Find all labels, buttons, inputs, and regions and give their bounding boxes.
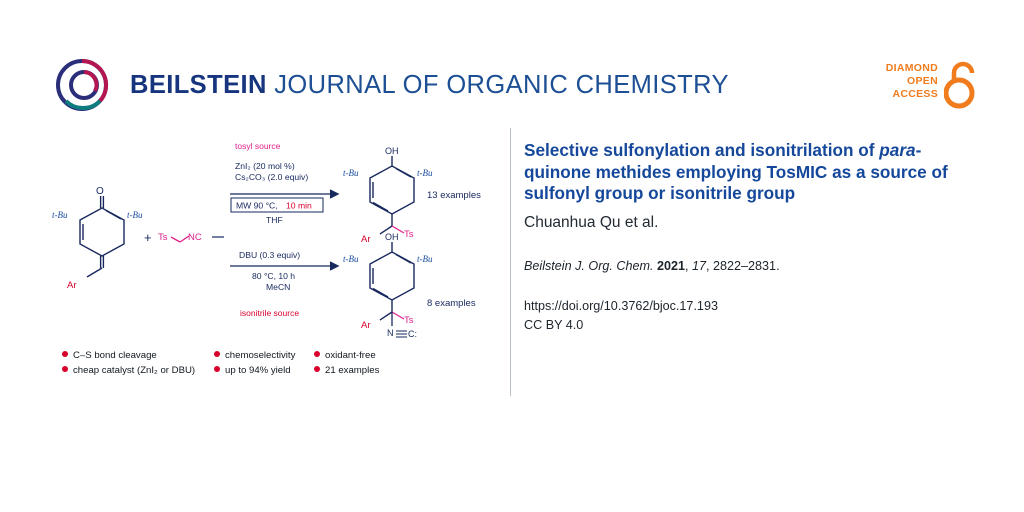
substrate-oxygen-label: O	[96, 186, 104, 197]
highlight-item	[314, 365, 379, 376]
article-title-part2: -quinone methides employing TosMIC as a source of sulfonyl group or isonitrile group	[524, 140, 948, 203]
product-top-oh-label: OH	[385, 146, 399, 156]
journal-title	[130, 71, 729, 100]
article-title-italic: para	[879, 140, 916, 160]
bullet-dot-icon	[314, 351, 320, 357]
highlight-label: 21 examples	[325, 365, 380, 376]
tosyl-source-label: tosyl source	[235, 141, 281, 151]
column-divider	[510, 128, 511, 396]
substrate-tbu-right-label: t-Bu	[127, 210, 143, 220]
citation-pages: , 2822–2831.	[706, 258, 780, 273]
bullet-dot-icon	[214, 366, 220, 372]
highlight-label: up to 94% yield	[225, 365, 291, 376]
condition-top-line2: Cs₂CO₃ (2.0 equiv)	[235, 172, 309, 182]
condition-bottom-line3: MeCN	[266, 282, 291, 292]
highlights-list	[62, 350, 482, 380]
highlight-label: C–S bond cleavage	[73, 350, 157, 361]
open-access-text	[866, 62, 938, 101]
oa-line-open: OPEN	[907, 75, 938, 87]
highlight-label: chemoselectivity	[225, 350, 296, 361]
product-top-ts-label: Ts	[404, 229, 414, 240]
product-top-tbu-right: t-Bu	[417, 168, 433, 178]
journal-title-rest: JOURNAL OF ORGANIC CHEMISTRY	[266, 71, 729, 99]
product-top-tbu-left: t-Bu	[343, 168, 359, 178]
bullet-dot-icon	[214, 351, 220, 357]
reagent-ts-label: Ts	[158, 232, 168, 243]
article-citation: Beilstein J. Org. Chem. 2021, 17, 2822–2831.	[524, 258, 780, 273]
citation-year: 2021	[656, 258, 686, 273]
substrate-tbu-left-label: t-Bu	[52, 210, 68, 220]
journal-header	[0, 0, 1024, 128]
examples-bottom-label: 8 examples	[427, 298, 476, 309]
product-top-ar-label: Ar	[361, 234, 371, 245]
product-bottom-tbu-left: t-Bu	[343, 254, 359, 264]
condition-top-time: 10 min	[286, 200, 312, 211]
examples-top-label: 13 examples	[427, 190, 481, 201]
article-doi-block	[524, 297, 976, 335]
oa-line-diamond: DIAMOND	[885, 62, 938, 74]
article-info	[524, 140, 976, 335]
beilstein-spiral-logo-icon	[54, 57, 110, 113]
product-bottom-n-label: N	[387, 328, 394, 338]
highlight-item	[214, 365, 291, 376]
open-access-badge	[866, 60, 982, 112]
condition-bottom-line1: DBU (0.3 equiv)	[239, 250, 301, 260]
reagent-nc-label: NC	[188, 232, 202, 243]
highlight-item	[214, 350, 295, 361]
highlight-item	[62, 365, 195, 376]
reaction-scheme	[30, 136, 500, 386]
highlight-label: cheap catalyst (ZnI₂ or DBU)	[73, 365, 196, 376]
citation-volume: 17	[692, 258, 707, 273]
condition-bottom-line2: 80 °C, 10 h	[252, 271, 296, 281]
product-bottom-ts-label: Ts	[404, 315, 414, 326]
product-bottom-oh-label: OH	[385, 232, 399, 242]
article-authors: Chuanhua Qu et al.	[524, 213, 659, 231]
citation-journal: Beilstein J. Org. Chem.	[524, 258, 654, 273]
isonitrile-source-label: isonitrile source	[240, 308, 300, 318]
highlight-item	[62, 350, 157, 361]
condition-top-mw: MW 90 °C,	[236, 200, 278, 211]
article-license: CC BY 4.0	[524, 317, 584, 332]
bullet-dot-icon	[314, 366, 320, 372]
highlight-label: oxidant-free	[325, 350, 376, 361]
condition-top-line1: ZnI₂ (20 mol %)	[235, 161, 295, 171]
substrate-ar-label: Ar	[67, 280, 77, 291]
highlight-item	[314, 350, 376, 361]
bullet-dot-icon	[62, 366, 68, 372]
product-bottom-tbu-right: t-Bu	[417, 254, 433, 264]
oa-line-access: ACCESS	[892, 88, 938, 100]
article-doi-link[interactable]: https://doi.org/10.3762/bjoc.17.193	[524, 298, 718, 313]
product-bottom-ar-label: Ar	[361, 320, 371, 331]
plus-sign: +	[144, 230, 152, 245]
article-title	[524, 140, 976, 205]
article-title-part1: Selective sulfonylation and isonitrilation of	[524, 140, 880, 160]
bullet-dot-icon	[62, 351, 68, 357]
highlights-row-2	[62, 365, 482, 380]
condition-top-solvent: THF	[266, 215, 283, 225]
highlights-row-1	[62, 350, 482, 365]
product-bottom-c-label: C:	[408, 329, 417, 339]
journal-title-bold: BEILSTEIN	[130, 71, 267, 99]
open-lock-icon	[944, 60, 982, 110]
